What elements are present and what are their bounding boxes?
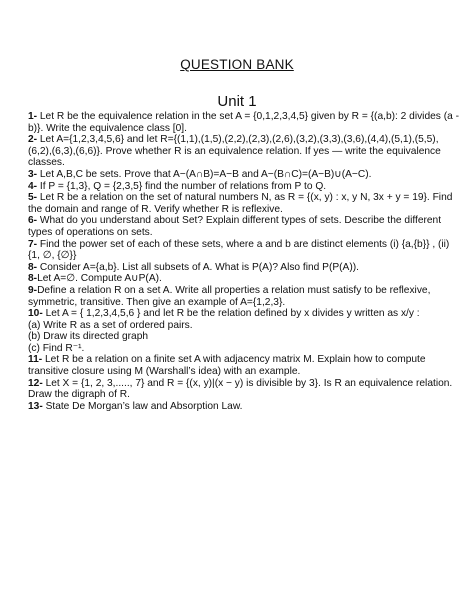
question-2 [28, 134, 462, 169]
question-text: Let A={1,2,3,4,5,6} and let R={(1,1),(1,5),(2,2),(2,3),(2,6),(3,2),(3,3),(3,6),(4,4),(5,1),(5,5),(6,2),(6,3),(6,6)}. Prove whether R is an equivalence relation. If yes — write the equivalence classes. [28, 134, 441, 169]
question-9 [28, 285, 462, 308]
question-text: If P = {1,3}, Q = {2,3,5} find the number of relations from P to Q. [37, 180, 327, 192]
question-10 [28, 308, 462, 320]
page-title: QUESTION BANK [180, 57, 294, 72]
question-text: Let X = {1, 2, 3,....., 7} and R = {(x, y)|(x − y) is divisible by 3}. Is R an equivalence relation. Draw the digraph of R. [28, 377, 453, 401]
question-3 [28, 169, 462, 181]
question-text: State De Morgan’s law and Absorption Law. [42, 400, 243, 412]
question-number: 6- [28, 215, 38, 227]
question-8a [28, 262, 462, 274]
question-5 [28, 192, 462, 215]
question-text: Let R be a relation on a finite set A with adjacency matrix M. Explain how to compute transitive closure using M (Warshall’s idea) with an example. [28, 354, 426, 378]
question-text: Consider A={a,b}. List all subsets of A. What is P(A)? Also find P(P(A)). [37, 261, 359, 273]
question-11 [28, 354, 462, 377]
question-text: Let A = { 1,2,3,4,5,6 } and let R be the relation defined by x divides y written as x/y : [42, 308, 420, 320]
question-text: Let A,B,C be sets. Prove that A−(A∩B)=A−B and A−(B∩C)=(A−B)∪(A−C). [37, 168, 372, 180]
question-number: 7- [28, 238, 38, 250]
question-12 [28, 378, 462, 401]
question-10b [28, 331, 462, 343]
question-13 [28, 401, 462, 413]
question-6 [28, 215, 462, 238]
question-number: 3- [28, 168, 38, 180]
question-text: (b) Draw its directed graph [28, 331, 149, 343]
question-text: Let R be the equivalence relation in the set A = {0,1,2,3,4,5} given by R = {(a,b): 2 divides (a - b)}. Write the equivalence class [0]. [28, 111, 459, 134]
question-10c [28, 343, 462, 355]
question-number: 9- [28, 284, 38, 296]
question-number: 11- [28, 354, 43, 366]
question-number: 5- [28, 192, 38, 204]
question-text: Define a relation R on a set A. Write all properties a relation must satisfy to be reflexive, symmetric, transitive. Then give an example of A={1,2,3}. [28, 284, 431, 308]
question-4 [28, 181, 462, 193]
question-number: 8- [28, 273, 38, 285]
question-8b [28, 273, 462, 285]
question-text: What do you understand about Set? Explain different types of sets. Describe the different types of operations on sets. [28, 215, 442, 238]
question-text: Let R be a relation on the set of natural numbers N, as R = {(x, y) : x, y N, 3x + y = 19}. Find the domain and range of R. Verify whether R is reflexive. [28, 192, 453, 215]
question-number: 2- [28, 134, 38, 146]
question-number: 8- [28, 261, 38, 273]
question-text: Let A=∅. Compute A∪P(A). [37, 273, 162, 285]
question-number: 12- [28, 377, 43, 389]
question-text: Find the power set of each of these sets, where a and b are distinct elements (i) {a,{b}} , (ii) {1, ∅, {∅}} [28, 238, 450, 262]
question-number: 4- [28, 180, 38, 192]
question-7 [28, 239, 462, 262]
question-number: 10- [28, 308, 43, 320]
question-list [28, 111, 462, 412]
question-text: (a) Write R as a set of ordered pairs. [28, 319, 193, 331]
question-text: (c) Find R⁻¹. [28, 342, 85, 354]
question-number: 13- [28, 400, 43, 412]
question-number: 1- [28, 111, 38, 122]
question-10a [28, 320, 462, 332]
question-1 [28, 111, 462, 134]
unit-heading: Unit 1 [217, 93, 257, 110]
